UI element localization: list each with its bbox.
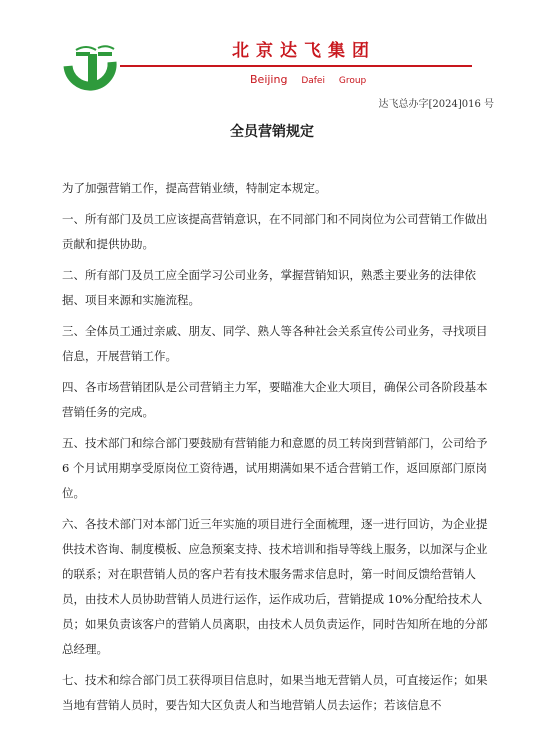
company-en-word: Dafei [301,76,325,86]
paragraph-3: 三、全体员工通过亲戚、朋友、同学、熟人等各种社会关系宣传公司业务，寻找项目信息，开展营销工作。 [62,324,488,363]
paragraph-4: 四、各市场营销团队是公司营销主力军，要瞄准大企业大项目，确保公司各阶段基本营销任务的完成。 [62,380,488,419]
company-name-cn: 北京达飞集团 [232,41,376,61]
paragraph-1: 一、所有部门及员工应该提高营销意识，在不同部门和不同岗位为公司营销工作做出贡献和提供协助。 [62,212,488,251]
company-en-word: Group [338,76,367,86]
paragraph-5: 五、技术部门和综合部门要鼓励有营销能力和意愿的员工转岗到营销部门，公司给予 6 个月试用期享受原岗位工资待遇，试用期满如果不适合营销工作，返回原部门原岗位。 [62,436,488,500]
paragraph-2: 二、所有部门及员工应全面学习公司业务，掌握营销知识，熟悉主要业务的法律依据、项目来源和实施流程。 [62,268,476,307]
company-en-word: Beijing [250,73,288,86]
header-divider [120,65,472,67]
paragraph-intro: 为了加强营销工作，提高营销业绩，特制定本规定。 [62,181,327,195]
company-name-en [250,73,366,86]
document-title: 全员营销规定 [230,124,314,140]
document-body [62,176,492,724]
paragraph-7: 七、技术和综合部门员工获得项目信息时，如果当地无营销人员，可直接运作；如果当地有营销人员时，要告知大区负责人和当地营销人员去运作；若该信息不 [62,673,488,712]
dafei-logo-icon [62,40,120,92]
document-number: 达飞总办字[2024]016 号 [378,99,494,110]
paragraph-6: 六、各技术部门对本部门近三年实施的项目进行全面梳理，逐一进行回访，为企业提供技术咨询、制度模板、应急预案支持、技术培训和指导等线上服务，以加深与企业的联系；对在职营销人员的客户若有技术服务需求信息时，第一时间反馈给营销人员，由技术人员协助营销人员进行运作，运作成功后，营销提成 10%分配给技术人员；如果负责该客户的营销人员离职，由技术人员负责运作，同时告知所在地的分部总经理。 [62,517,488,656]
